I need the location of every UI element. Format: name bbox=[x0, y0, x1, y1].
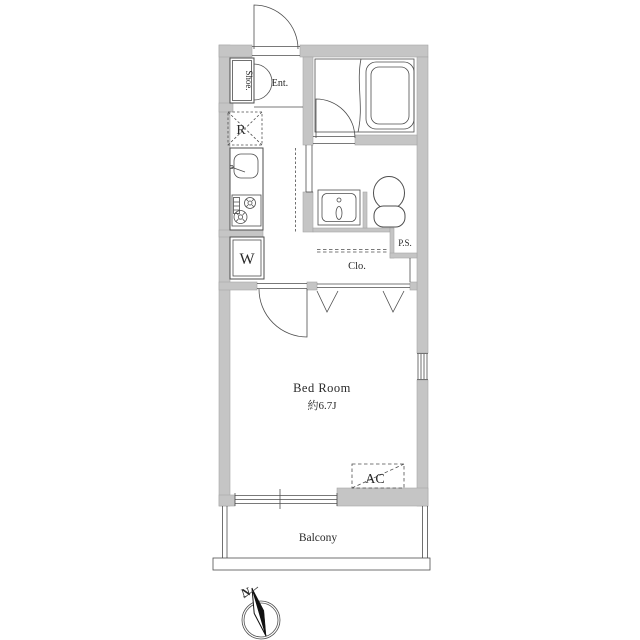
entrance-door-arc-icon bbox=[254, 5, 298, 49]
wall-basin-toilet-stub bbox=[363, 192, 367, 228]
balcony-label: Balcony bbox=[298, 532, 338, 544]
bedroom-door-arc-icon bbox=[259, 289, 307, 337]
wall-shoe-stub bbox=[219, 103, 233, 112]
closet-track bbox=[317, 284, 410, 288]
bathroom-outline bbox=[315, 59, 414, 132]
entrance-threshold bbox=[252, 47, 300, 56]
bedroom bbox=[257, 284, 404, 489]
balcony-left-edge bbox=[223, 506, 228, 558]
wall-bottom-left bbox=[219, 495, 235, 506]
compass bbox=[239, 584, 280, 639]
closet-bifold-door-icon bbox=[317, 291, 338, 312]
washroom-pocket-door bbox=[306, 145, 313, 192]
wall-entry-bath bbox=[303, 57, 313, 145]
kitchen bbox=[230, 148, 263, 230]
balcony-right-edge bbox=[423, 506, 428, 558]
washer-label: W bbox=[239, 251, 255, 268]
compass-north-label: N bbox=[239, 584, 253, 601]
wall-top-left bbox=[219, 45, 252, 57]
balcony-floor-edge bbox=[213, 558, 430, 570]
wall-bottom-right bbox=[337, 488, 428, 506]
closet bbox=[317, 238, 412, 312]
washbasin-faucet bbox=[337, 198, 341, 202]
wall-closet-bottom-stub bbox=[410, 282, 417, 290]
bedroom-threshold bbox=[257, 284, 307, 289]
shoe-cabinet-doors-icon bbox=[254, 64, 272, 100]
washbasin-drain bbox=[336, 207, 342, 220]
window-right-lines bbox=[417, 354, 428, 380]
wall-right-lower bbox=[417, 380, 428, 506]
washing-machine-space bbox=[230, 237, 264, 279]
wall-right-upper bbox=[417, 57, 428, 353]
window-glass-lines bbox=[235, 493, 337, 506]
wall-ps-bottom bbox=[390, 253, 417, 258]
closet-bifold-door-icon bbox=[383, 291, 404, 312]
bathroom-divider bbox=[358, 59, 361, 132]
refrigerator-label: R bbox=[236, 123, 246, 138]
ac-label: AC bbox=[365, 472, 385, 487]
refrigerator-space bbox=[228, 112, 262, 145]
bathtub-inner bbox=[371, 67, 409, 124]
bedroom-name-label: Bed Room bbox=[293, 381, 351, 395]
wall-closet-top bbox=[313, 228, 390, 232]
wall-bedroom-door-left bbox=[219, 282, 257, 290]
bedroom-size-label: 約6.7J bbox=[307, 400, 337, 412]
bathtub-icon bbox=[366, 62, 414, 129]
toilet-bowl-icon bbox=[374, 206, 405, 227]
entrance-label: Ent. bbox=[271, 78, 289, 89]
toilet-tank-icon bbox=[374, 177, 405, 210]
bathroom bbox=[313, 59, 414, 144]
wall-bedroom-door-stub bbox=[307, 282, 317, 290]
pipe-space-label: P.S. bbox=[398, 238, 412, 248]
bathroom-threshold bbox=[313, 137, 355, 144]
window-right bbox=[417, 354, 428, 380]
window-bottom bbox=[235, 489, 337, 509]
shoe-cabinet-label: Shoe. bbox=[244, 70, 254, 91]
wall-top-right bbox=[300, 45, 428, 57]
closet-label: Clo. bbox=[348, 261, 366, 272]
wall-kitchen-washer-divider bbox=[219, 230, 263, 237]
wall-bath-bottom bbox=[355, 135, 417, 145]
wall-washroom-left bbox=[303, 192, 313, 232]
closet-hanger-pipe bbox=[317, 250, 389, 253]
balcony bbox=[213, 506, 430, 570]
